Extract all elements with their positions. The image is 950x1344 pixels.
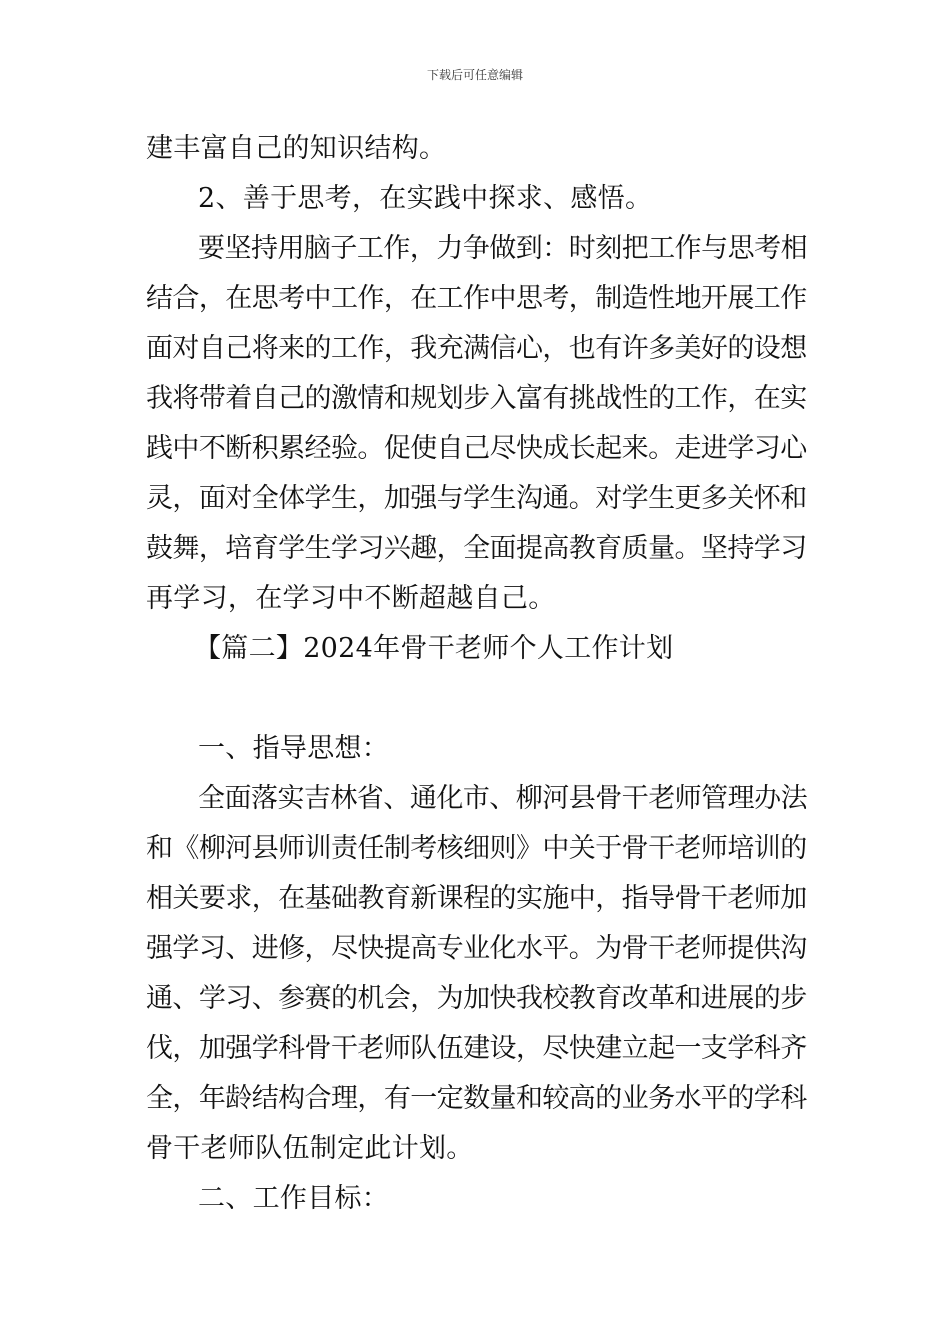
text-line: 要坚持用脑子工作，力争做到：时刻把工作与思考相 xyxy=(198,233,808,264)
text-line: 面对自己将来的工作，我充满信心，也有许多美好的设想 xyxy=(146,333,807,364)
text-line: 再学习，在学习中不断超越自己。 xyxy=(146,583,556,614)
text-line: 全，年龄结构合理，有一定数量和较高的业务水平的学科 xyxy=(146,1083,807,1114)
text-line: 和《柳河县师训责任制考核细则》中关于骨干老师培训的 xyxy=(146,833,807,864)
text-line: 全面落实吉林省、通化市、柳河县骨干老师管理办法 xyxy=(198,783,808,814)
section-heading: 【篇二】2024年骨干老师个人工作计划 xyxy=(194,633,674,664)
text-line: 结合，在思考中工作，在工作中思考，制造性地开展工作 xyxy=(146,283,807,314)
text-line: 建丰富自己的知识结构。 xyxy=(146,133,447,164)
text-line: 强学习、进修，尽快提高专业化水平。为骨干老师提供沟 xyxy=(146,933,807,964)
subsection-heading: 一、指导思想： xyxy=(198,733,390,764)
text-line: 相关要求，在基础教育新课程的实施中，指导骨干老师加 xyxy=(146,883,807,914)
text-line: 灵，面对全体学生，加强与学生沟通。对学生更多关怀和 xyxy=(146,483,807,514)
text-line: 鼓舞，培育学生学习兴趣，全面提高教育质量。坚持学习 xyxy=(146,533,807,564)
text-line: 骨干老师队伍制定此计划。 xyxy=(146,1133,474,1164)
text-line: 我将带着自己的激情和规划步入富有挑战性的工作，在实 xyxy=(146,383,807,414)
text-line: 伐，加强学科骨干老师队伍建设，尽快建立起一支学科齐 xyxy=(146,1033,807,1064)
subsection-heading: 二、工作目标： xyxy=(198,1183,390,1214)
page-header: 下载后可任意编辑 xyxy=(426,68,523,82)
text-line: 践中不断积累经验。促使自己尽快成长起来。走进学习心 xyxy=(146,433,807,464)
text-line: 通、学习、参赛的机会，为加快我校教育改革和进展的步 xyxy=(146,983,807,1014)
text-line: 2、善于思考，在实践中探求、感悟。 xyxy=(198,183,653,214)
